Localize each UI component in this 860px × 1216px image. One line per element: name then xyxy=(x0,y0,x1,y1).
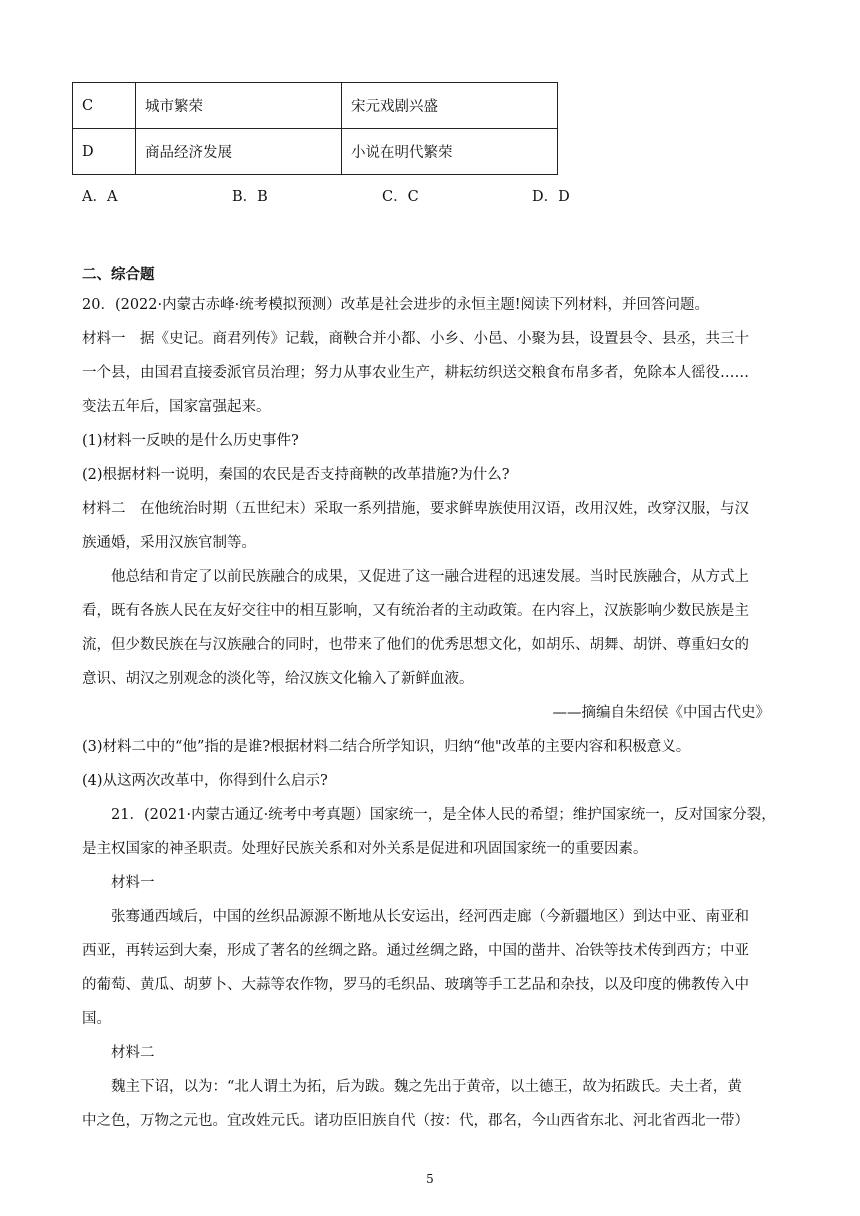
question-20-stem: 20．(2022·内蒙古赤峰·统考模拟预测）改革是社会进步的永恒主题!阅读下列材料，并回答问题。 xyxy=(82,297,710,313)
material-2-paragraph-line: 流，但少数民族在与汉族融合的同时，也带来了他们的优秀思想文化，如胡乐、胡舞、胡饼、尊重妇女的 xyxy=(82,637,749,653)
material-2-line: 中之色，万物之元也。宜改姓元氏。诸功臣旧族自代（按：代，郡名，今山西省东北、河北省西北一带） xyxy=(82,1113,749,1129)
option-result: 小说在明代繁荣 xyxy=(342,129,558,175)
material-1-line: 国。 xyxy=(82,1011,111,1027)
option-letter: D xyxy=(73,129,136,175)
option-cause: 商品经济发展 xyxy=(136,129,342,175)
table-row xyxy=(73,83,558,129)
sub-question-4: (4)从这两次改革中，你得到什么启示? xyxy=(82,773,328,789)
answer-choice-d[interactable]: D．D xyxy=(532,189,570,205)
answer-choice-a[interactable]: A．A xyxy=(82,189,118,205)
material-2-line: 族通婚，采用汉族官制等。 xyxy=(82,535,256,551)
material-1-line: 一个县，由国君直接委派官员治理；努力从事农业生产，耕耘纺织送交粮食布帛多者，免除本人徭役…… xyxy=(82,365,749,381)
options-table xyxy=(72,82,558,175)
question-21-stem: 21．(2021·内蒙古通辽·统考中考真题）国家统一，是全体人民的希望；维护国家统一，反对国家分裂， xyxy=(111,807,776,823)
page-number: 5 xyxy=(426,1172,434,1186)
section-title: 二、综合题 xyxy=(82,266,155,283)
option-cause: 城市繁荣 xyxy=(136,83,342,129)
option-result: 宋元戏剧兴盛 xyxy=(342,83,558,129)
question-21-stem: 是主权国家的神圣职责。处理好民族关系和对外关系是促进和巩固国家统一的重要因素。 xyxy=(82,841,648,857)
material-1-line: 的葡萄、黄瓜、胡萝卜、大蒜等农作物，罗马的毛织品、玻璃等手工艺品和杂技，以及印度的佛教传入中 xyxy=(82,977,749,993)
answer-choice-c[interactable]: C．C xyxy=(382,189,419,205)
material-1-line: 西亚，再转运到大秦，形成了著名的丝绸之路。通过丝绸之路，中国的凿井、冶铁等技术传到西方；中亚 xyxy=(82,943,749,959)
answer-choice-b[interactable]: B．B xyxy=(232,189,268,205)
sub-question-2: (2)根据材料一说明，秦国的农民是否支持商鞅的改革措施?为什么? xyxy=(82,467,510,483)
material-1-line: 张骞通西域后，中国的丝织品源源不断地从长安运出，经河西走廊（今新疆地区）到达中亚、南亚和 xyxy=(111,909,749,925)
sub-question-3: (3)材料二中的“他”指的是谁?根据材料二结合所学知识，归纳“他"改革的主要内容和积极意义。 xyxy=(82,739,691,755)
option-letter: C xyxy=(73,83,136,129)
material-2-line: 魏主下诏，以为：“北人谓土为拓，后为跋。魏之先出于黄帝，以土德王，故为拓跋氏。夫土者，黄 xyxy=(111,1079,742,1095)
material-2-paragraph-line: 他总结和肯定了以前民族融合的成果，又促进了这一融合进程的迅速发展。当时民族融合，从方式上 xyxy=(111,569,749,585)
source-citation: ——摘编自朱绍侯《中国古代史》 xyxy=(552,705,770,721)
material-1-line: 材料一 据《史记。商君列传》记载，商鞅合并小都、小乡、小邑、小聚为县，设置县令、县丞，共三十 xyxy=(82,331,749,347)
material-1-label: 材料一 xyxy=(111,875,155,891)
material-2-paragraph-line: 看，既有各族人民在友好交往中的相互影响，又有统治者的主动政策。在内容上，汉族影响少数民族是主 xyxy=(82,603,749,619)
material-2-paragraph-line: 意识、胡汉之别观念的淡化等，给汉族文化输入了新鲜血液。 xyxy=(82,671,474,687)
sub-question-1: (1)材料一反映的是什么历史事件? xyxy=(82,433,299,449)
table-row xyxy=(73,129,558,175)
material-1-line: 变法五年后，国家富强起来。 xyxy=(82,399,271,415)
material-2-label: 材料二 xyxy=(111,1045,155,1061)
material-2-line: 材料二 在他统治时期（五世纪末）采取一系列措施，要求鲜卑族使用汉语，改用汉姓，改穿汉服，与汉 xyxy=(82,501,749,517)
